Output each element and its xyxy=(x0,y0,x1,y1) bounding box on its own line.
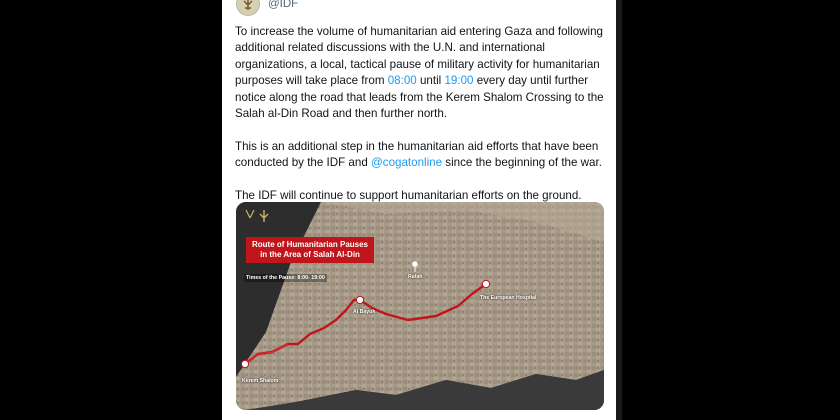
marker-european-hospital xyxy=(482,280,489,287)
text-segment: since the beginning of the war. xyxy=(442,156,602,170)
time-start-link[interactable]: 08:00 xyxy=(387,74,417,88)
map-title xyxy=(246,237,374,263)
marker-kerem-shalom xyxy=(241,360,248,367)
label-rafah: Rafah xyxy=(408,274,423,280)
tweet-paragraph-2 xyxy=(235,139,607,172)
tweet-paragraph-1 xyxy=(235,24,607,122)
text-segment: until xyxy=(416,74,445,88)
label-european-hospital: The European Hospital xyxy=(480,295,537,301)
map-title-line-2: in the Area of Salah Al-Din xyxy=(260,250,360,259)
text-segment: every day until further notice along the road that leads from the Kerem Shalom Crossing to the Salah al-Din Road and then further north. xyxy=(235,74,604,121)
tweet-text xyxy=(235,24,607,221)
tweet-card xyxy=(222,0,616,420)
user-handle[interactable]: @IDF xyxy=(268,0,299,10)
mention-link[interactable]: @cogatonline xyxy=(371,156,443,170)
scrollbar[interactable] xyxy=(616,0,622,420)
pause-times-label: Times of the Pause: 8:00- 19:00 xyxy=(246,275,325,281)
map-graphic xyxy=(236,202,604,410)
tweet-header xyxy=(234,0,298,14)
text-segment: This is an additional step in the humanitarian aid efforts that have been conducted by the IDF and xyxy=(235,139,599,170)
avatar[interactable] xyxy=(236,0,260,16)
map-title-line-1: Route of Humanitarian Pauses xyxy=(251,240,369,249)
text-segment: To increase the volume of humanitarian aid entering Gaza and following additional related discussions with the U.N. and international organizations, a local, tactical pause of military activity for humanitarian purposes will take place from xyxy=(235,25,603,88)
map-image[interactable] xyxy=(236,202,604,410)
label-al-bayuk: Al Bayuk xyxy=(353,309,376,315)
time-end-link[interactable]: 19:00 xyxy=(444,74,474,88)
idf-emblem-icon xyxy=(241,0,255,11)
label-kerem-shalom: Kerem Shalom xyxy=(242,378,279,384)
tweet-paragraph-3: The IDF will continue to support humanitarian efforts on the ground. xyxy=(235,189,582,203)
marker-al-bayuk xyxy=(356,296,363,303)
